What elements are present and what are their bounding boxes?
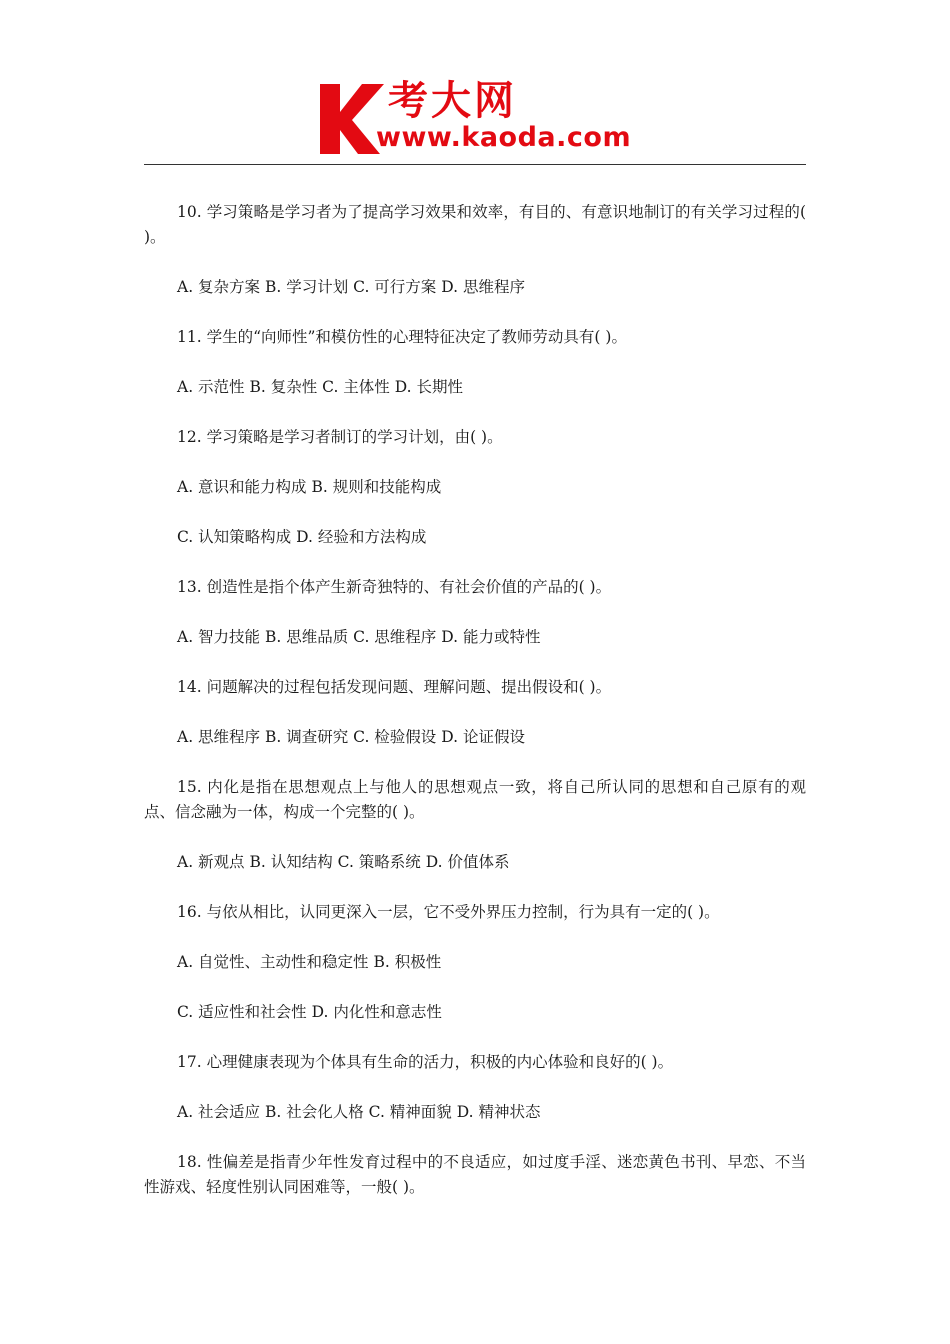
question-18-stem: 18. 性偏差是指青少年性发育过程中的不良适应，如过度手淫、迷恋黄色书刊、早恋、不当性游戏、轻度性别认同困难等，一般( )。 (144, 1153, 806, 1196)
header-divider (144, 164, 806, 165)
question-15-stem: 15. 内化是指在思想观点上与他人的思想观点一致，将自己所认同的思想和自己原有的观点、信念融为一体，构成一个完整的( )。 (144, 778, 806, 821)
question-11-options: A. 示范性 B. 复杂性 C. 主体性 D. 长期性 (177, 378, 463, 396)
question-12-stem: 12. 学习策略是学习者制订的学习计划，由( )。 (177, 428, 503, 446)
question-14-stem: 14. 问题解决的过程包括发现问题、理解问题、提出假设和( )。 (177, 678, 612, 696)
question-10-options: A. 复杂方案 B. 学习计划 C. 可行方案 D. 思维程序 (177, 278, 525, 296)
question-13-options: A. 智力技能 B. 思维品质 C. 思维程序 D. 能力或特性 (177, 628, 541, 646)
logo-chinese-text: 考大网 (388, 78, 517, 124)
question-17-stem: 17. 心理健康表现为个体具有生命的活力，积极的内心体验和良好的( )。 (177, 1053, 674, 1071)
question-14-options: A. 思维程序 B. 调查研究 C. 检验假设 D. 论证假设 (177, 728, 525, 746)
kaoda-logo (318, 78, 640, 160)
question-12-options-ab: A. 意识和能力构成 B. 规则和技能构成 (177, 478, 442, 496)
question-16-options-ab: A. 自觉性、主动性和稳定性 B. 积极性 (177, 953, 442, 971)
logo-url-text: www.kaoda.com (376, 122, 632, 153)
logo-k-glyph-icon (318, 82, 384, 156)
question-16-options-cd: C. 适应性和社会性 D. 内化性和意志性 (177, 1003, 442, 1021)
question-11-stem: 11. 学生的“向师性”和模仿性的心理特征决定了教师劳动具有( )。 (177, 328, 627, 346)
question-10-stem: 10. 学习策略是学习者为了提高学习效果和效率，有目的、有意识地制订的有关学习过程的( )。 (144, 203, 811, 246)
document-body (144, 200, 811, 1225)
question-13-stem: 13. 创造性是指个体产生新奇独特的、有社会价值的产品的( )。 (177, 578, 612, 596)
question-15-options: A. 新观点 B. 认知结构 C. 策略系统 D. 价值体系 (177, 853, 510, 871)
question-17-options: A. 社会适应 B. 社会化人格 C. 精神面貌 D. 精神状态 (177, 1103, 541, 1121)
question-16-stem: 16. 与依从相比，认同更深入一层，它不受外界压力控制，行为具有一定的( )。 (177, 903, 720, 921)
question-12-options-cd: C. 认知策略构成 D. 经验和方法构成 (177, 528, 427, 546)
